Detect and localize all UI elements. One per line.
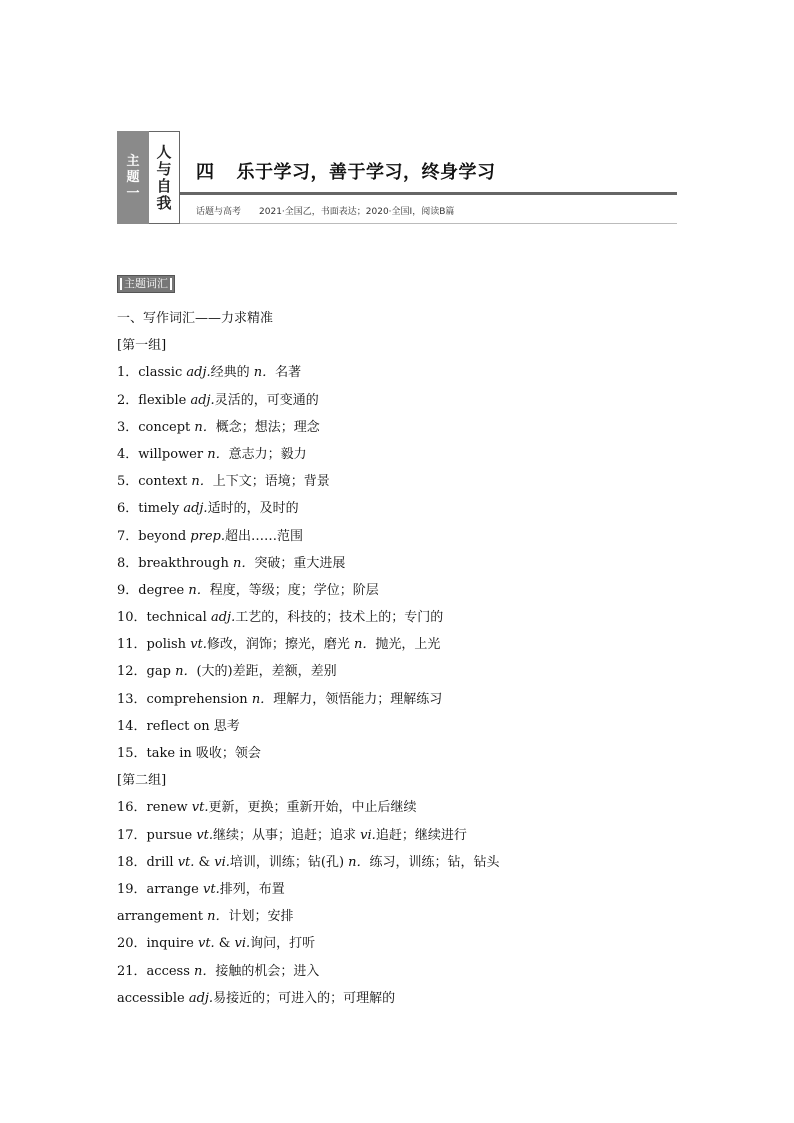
line-text: 修改，润饰；擦光，磨光	[206, 637, 355, 653]
line-text: 程度，等级；度；学位；阶层	[209, 582, 379, 598]
vocab-line	[117, 985, 677, 1012]
part-of-speech: n．	[251, 691, 274, 707]
line-text: 7．beyond	[117, 528, 191, 544]
line-text: 练习，训练；钻，钻头	[369, 854, 500, 870]
part-of-speech: n．	[175, 664, 197, 680]
line-text: 询问，打听	[250, 936, 316, 952]
line-text: 易接近的；可进入的；可理解的	[213, 990, 396, 1006]
theme-sub-char: 自	[156, 176, 172, 195]
line-text: 接触的机会；进入	[215, 963, 320, 979]
part-of-speech: vt.	[191, 800, 209, 816]
line-text: &	[214, 936, 235, 952]
line-text: 概念；想法；理念	[215, 419, 320, 435]
line-text: 15．take in 吸收；领会	[117, 746, 261, 761]
line-text: 11．polish	[117, 637, 191, 653]
vocab-line	[117, 523, 677, 550]
part-of-speech: n．	[194, 963, 216, 979]
part-of-speech: vt.	[197, 936, 215, 952]
source-text: 2021·全国乙，书面表达；2020·全国Ⅰ，阅读B篇	[259, 207, 455, 217]
source-divider	[180, 223, 677, 224]
vocab-line	[117, 849, 677, 876]
line-text: &	[194, 854, 215, 870]
vocab-line	[117, 822, 677, 849]
part-of-speech: n．	[348, 854, 370, 870]
line-text: 上下文；语境；背景	[212, 474, 330, 490]
vocab-line	[117, 903, 677, 930]
vocab-line	[117, 359, 677, 386]
line-text: 适时的，及时的	[207, 501, 299, 517]
line-text: 1．classic	[117, 365, 187, 381]
theme-label-tab	[117, 131, 149, 224]
part-of-speech: adj.	[186, 365, 211, 381]
theme-sub-char: 我	[156, 193, 172, 212]
vocab-line	[117, 767, 677, 794]
section-badge: 主题词汇	[117, 275, 175, 293]
line-text: 17．pursue	[117, 827, 197, 843]
line-text: 追赶；继续进行	[375, 827, 467, 843]
theme-sub-char: 人	[156, 142, 172, 161]
source-label: 话题与高考	[196, 207, 242, 217]
vocab-line	[117, 332, 677, 359]
part-of-speech: adj.	[190, 392, 215, 408]
vocab-line	[117, 468, 677, 495]
line-text: 培训，训练；钻(孔)	[229, 854, 349, 870]
part-of-speech: vi.	[234, 936, 251, 952]
line-text: 18．drill	[117, 854, 178, 870]
line-text: 排列，布置	[219, 881, 285, 897]
part-of-speech: n．	[354, 637, 376, 653]
part-of-speech: n．	[232, 555, 255, 571]
part-of-speech: n．	[253, 365, 276, 381]
lesson-number: 四	[196, 162, 215, 183]
part-of-speech: vt.	[203, 881, 220, 897]
part-of-speech: n．	[207, 909, 229, 925]
line-text: 一、写作词汇——力求精准	[117, 311, 274, 326]
line-text: [第二组]	[117, 773, 167, 789]
vocab-line	[117, 414, 677, 441]
vocab-line	[117, 958, 677, 985]
line-text: 计划；安排	[228, 909, 294, 925]
part-of-speech: vt.	[190, 637, 207, 653]
vocab-line	[117, 550, 677, 577]
part-of-speech: vt.	[196, 827, 214, 843]
theme-sub-box	[149, 131, 180, 224]
theme-label-char: 题	[126, 169, 140, 185]
part-of-speech: adj.	[188, 990, 214, 1006]
line-text: 4．willpower	[117, 446, 208, 462]
line-text: 12．gap	[117, 664, 176, 680]
vocab-line	[117, 930, 677, 957]
vocab-line	[117, 604, 677, 631]
line-text: 9．degree	[117, 582, 189, 598]
part-of-speech: n．	[194, 419, 216, 435]
part-of-speech: n．	[191, 474, 213, 490]
part-of-speech: n．	[188, 582, 210, 598]
line-text: 10．technical	[117, 610, 211, 626]
line-text: 19．arrange	[117, 881, 203, 897]
part-of-speech: n．	[207, 446, 229, 462]
line-text: 16．renew	[117, 800, 192, 816]
line-text: 3．concept	[117, 419, 195, 435]
line-text: 21．access	[117, 963, 195, 979]
vocab-line	[117, 686, 677, 713]
line-text: 14．reflect on 思考	[117, 718, 240, 734]
line-text: 5．context	[117, 474, 192, 490]
part-of-speech: adj.	[210, 610, 236, 626]
vocab-line	[117, 713, 677, 740]
line-text: arrangement	[117, 909, 208, 925]
title-divider	[180, 192, 677, 195]
source-line	[196, 204, 454, 217]
part-of-speech: vi.	[360, 827, 376, 843]
line-text: 抛光，上光	[375, 637, 441, 653]
line-text: 意志力；毅力	[228, 446, 307, 462]
theme-label-char: 主	[126, 153, 140, 169]
line-text: 8．breakthrough	[117, 555, 233, 571]
line-text: 经典的	[210, 365, 254, 381]
vocab-line	[117, 658, 677, 685]
vocab-line	[117, 441, 677, 468]
vocab-line	[117, 876, 677, 903]
line-text: 名著	[275, 365, 302, 381]
part-of-speech: vi.	[214, 854, 230, 870]
line-text: 2．flexible	[117, 392, 191, 408]
vocabulary-list	[117, 305, 677, 1012]
line-text: 更新，更换；重新开始，中止后继续	[208, 800, 417, 816]
part-of-speech: vt.	[177, 854, 195, 870]
part-of-speech: prep.	[190, 528, 225, 544]
theme-label-char: 一	[126, 185, 140, 201]
lesson-title-text: 乐于学习，善于学习，终身学习	[236, 162, 496, 183]
line-text: 20．inquire	[117, 936, 198, 952]
part-of-speech: adj.	[183, 501, 208, 517]
line-text: 6．timely	[117, 501, 184, 517]
line-text: 继续；从事；追赶；追求	[213, 827, 361, 843]
theme-sub-char: 与	[156, 159, 172, 178]
line-text: 工艺的，科技的；技术上的；专门的	[235, 610, 444, 626]
line-text: (大的)差距，差额，差别	[196, 664, 337, 680]
vocab-line	[117, 495, 677, 522]
vocab-line	[117, 794, 677, 821]
line-text: accessible	[117, 990, 189, 1006]
vocab-line	[117, 577, 677, 604]
line-text: 理解力，领悟能力；理解练习	[273, 691, 443, 707]
line-text: 超出……范围	[224, 528, 303, 544]
line-text: 突破；重大进展	[254, 555, 346, 571]
line-text: 13．comprehension	[117, 691, 252, 707]
lesson-title	[196, 158, 496, 184]
vocab-line	[117, 387, 677, 414]
vocab-line	[117, 305, 677, 332]
vocab-line	[117, 740, 677, 767]
line-text: 灵活的，可变通的	[214, 392, 319, 408]
vocab-line	[117, 631, 677, 658]
line-text: [第一组]	[117, 338, 167, 354]
